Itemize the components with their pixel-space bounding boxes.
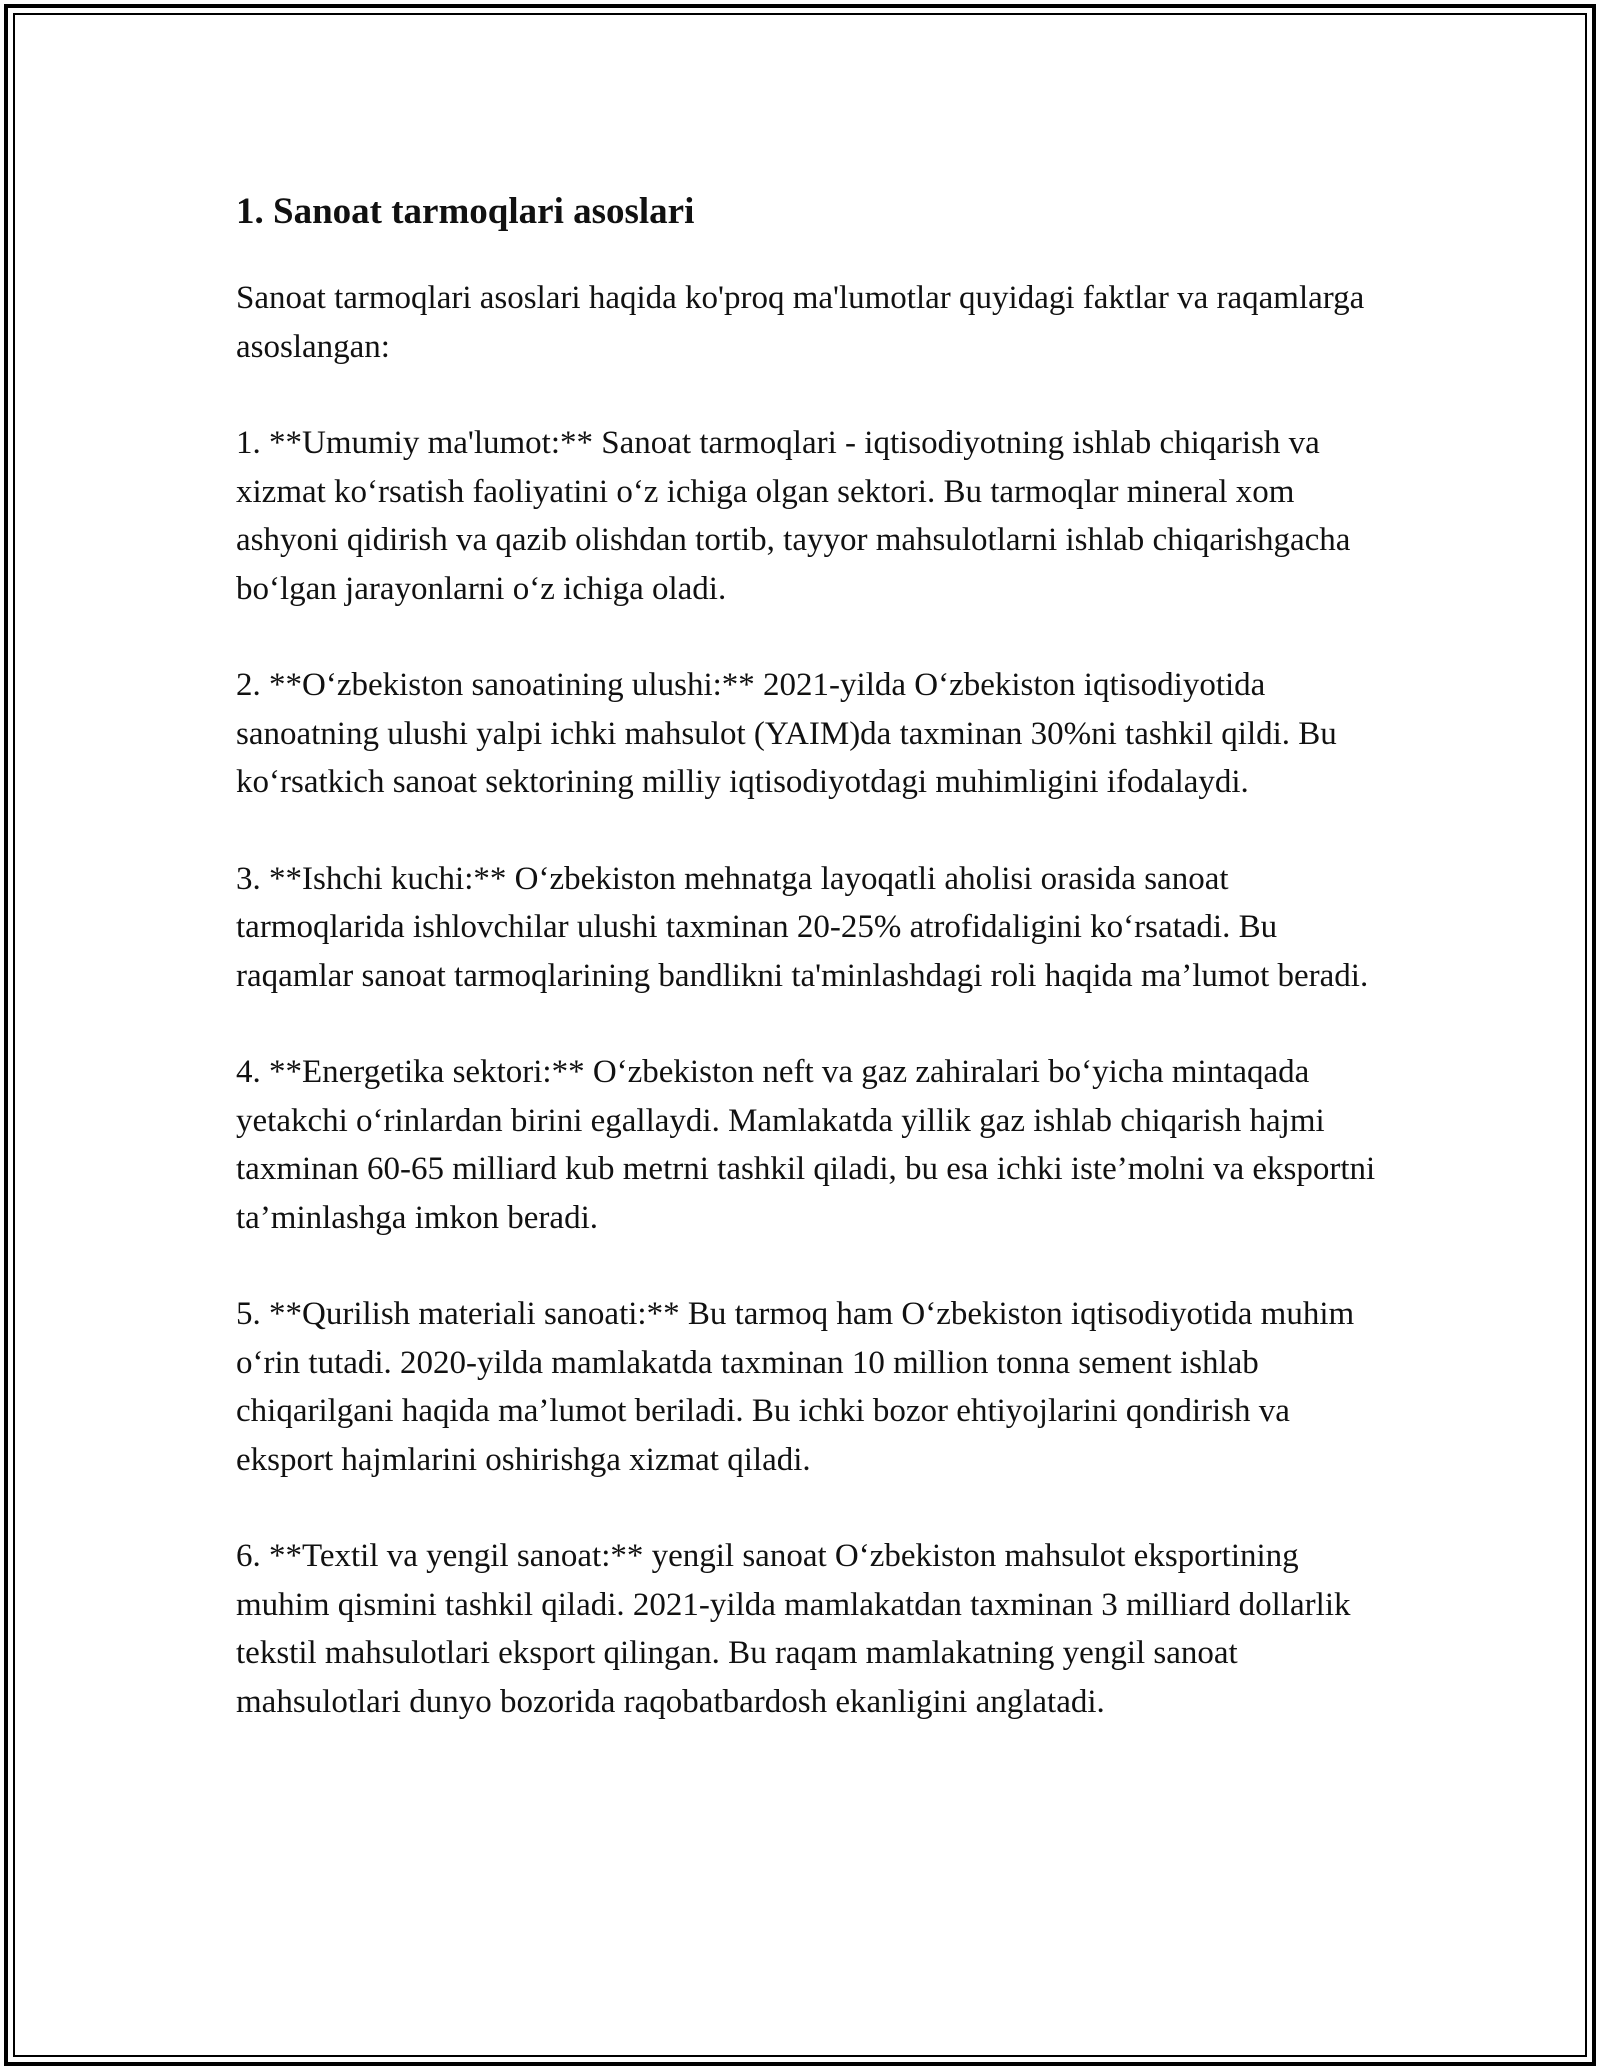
paragraph-energy-sector: 4. **Energetika sektori:** O‘zbekiston neft va gaz zahiralari bo‘yicha mintaqada yetakchi o‘rinlardan birini egallaydi. Mamlakatda yillik gaz ishlab chiqarish hajmi taxminan 60-65 milliard kub metrni tashkil qiladi, bu esa ichki iste’molni va eksportni ta’minlashga imkon beradi.: [236, 1054, 1376, 1236]
paragraph-construction-materials: 5. **Qurilish materiali sanoati:** Bu tarmoq ham O‘zbekiston iqtisodiyotida muhim o‘rin tutadi. 2020-yilda mamlakatda taxminan 10 million tonna sement ishlab chiqarilgani haqida ma’lumot beriladi. Bu ichki bozor ehtiyojlarini qondirish va eksport hajmlarini oshirishga xizmat qiladi.: [236, 1296, 1355, 1478]
paragraph-industry-share: 2. **O‘zbekiston sanoatining ulushi:** 2021-yilda O‘zbekiston iqtisodiyotida sanoatning ulushi yalpi ichki mahsulot (YAIM)da taxminan 30%ni tashkil qildi. Bu ko‘rsatkich sanoat sektorining milliy iqtisodiyotdagi muhimligini ifodalaydi.: [236, 667, 1337, 800]
document-body: [236, 186, 1376, 1774]
paragraph-workforce: 3. **Ishchi kuchi:** O‘zbekiston mehnatga layoqatli aholisi orasida sanoat tarmoqlarida ishlovchilar ulushi taxminan 20-25% atrofidaligini ko‘rsatadi. Bu raqamlar sanoat tarmoqlarining bandlikni ta'minlashdagi roli haqida ma’lumot beradi.: [236, 860, 1369, 994]
paragraph-textile-industry: 6. **Textil va yengil sanoat:** yengil sanoat O‘zbekiston mahsulot eksportining muhim qismini tashkil qiladi. 2021-yilda mamlakatdan taxminan 3 milliard dollarlik tekstil mahsulotlari eksport qilingan. Bu raqam mamlakatning yengil sanoat mahsulotlari dunyo bozorida raqobatbardosh ekanligini anglatadi.: [236, 1538, 1351, 1720]
document-heading: 1. Sanoat tarmoqlari asoslari: [236, 191, 695, 232]
paragraph-general-info: 1. **Umumiy ma'lumot:** Sanoat tarmoqlari - iqtisodiyotning ishlab chiqarish va xizmat ko‘rsatish faoliyatini o‘z ichiga olgan sektori. Bu tarmoqlar mineral xom ashyoni qidirish va qazib olishdan tortib, tayyor mahsulotlarni ishlab chiqarishgacha bo‘lgan jarayonlarni o‘z ichiga oladi.: [236, 425, 1351, 607]
intro-paragraph: Sanoat tarmoqlari asoslari haqida ko'proq ma'lumotlar quyidagi faktlar va raqamlarga asoslangan:: [236, 280, 1365, 365]
